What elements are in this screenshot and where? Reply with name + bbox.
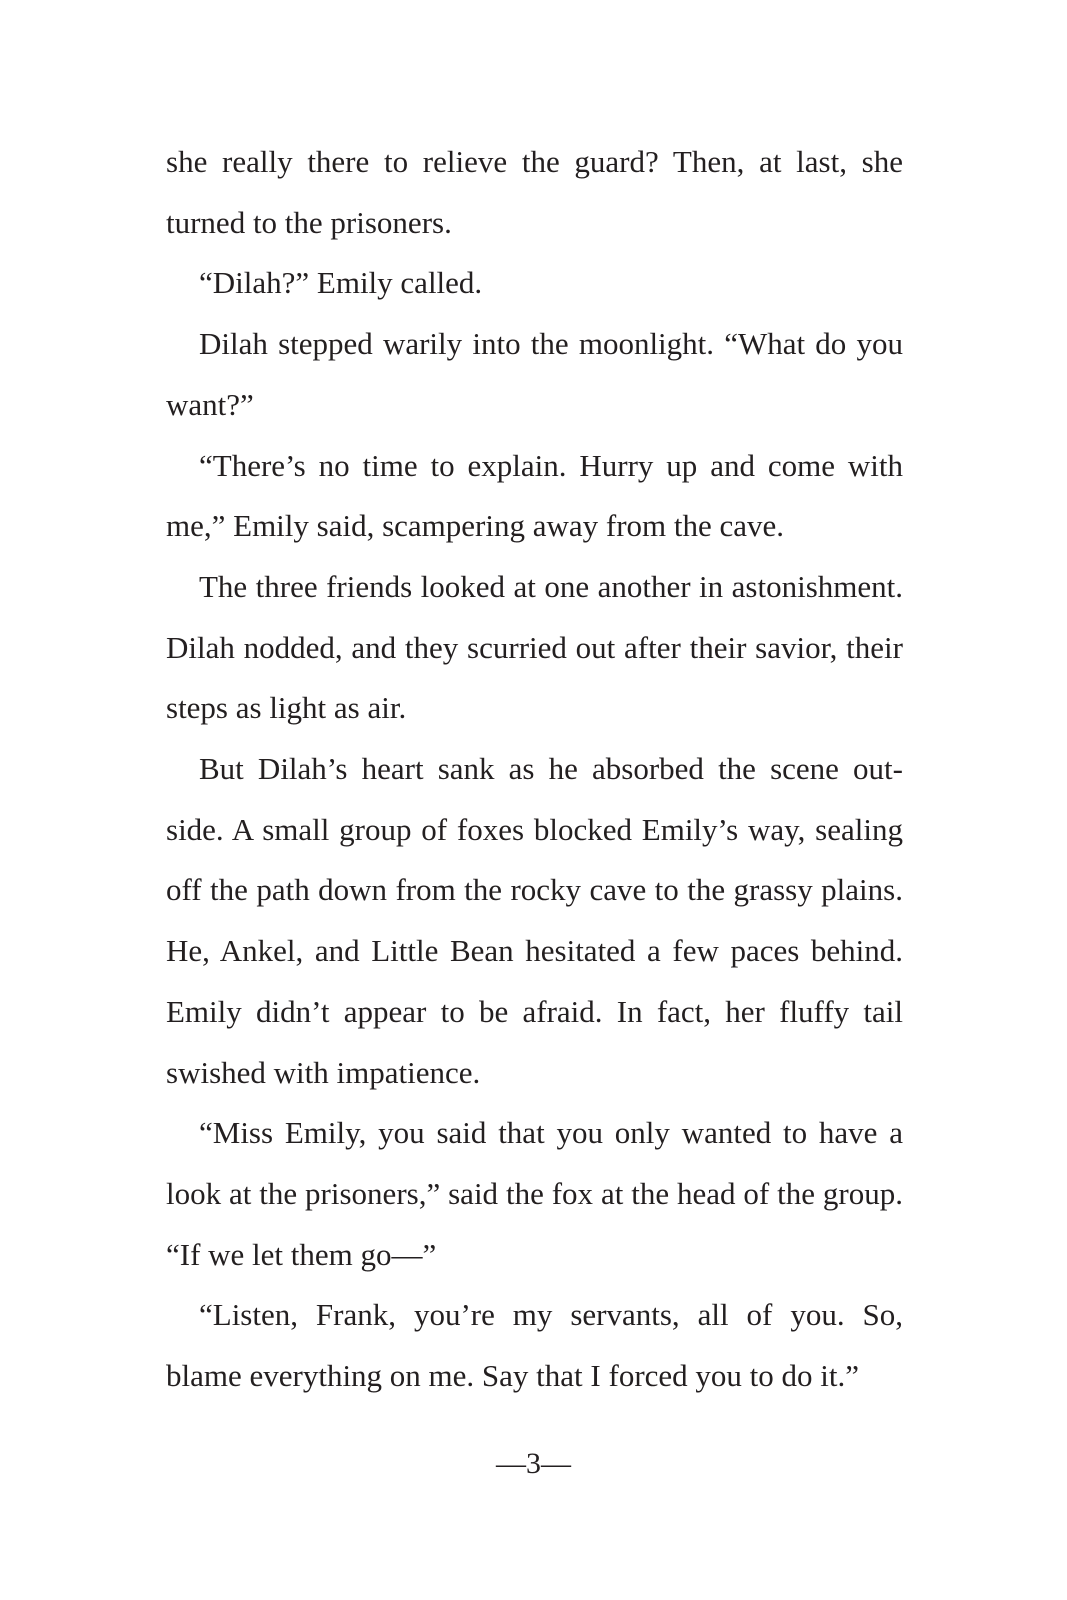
page-number: —3—	[496, 1447, 571, 1480]
paragraph-listen-frank: “Listen, Frank, you’re my servants, all of you. So, blame everything on me. Say that I forced you to do it.”	[166, 1297, 903, 1394]
paragraph-three-friends: The three friends looked at one another in astonishment. Dilah nodded, and they scurried out after their savior, their steps as light as air.	[166, 568, 903, 726]
paragraph-continuation: she really there to relieve the guard? Then, at last, she turned to the prisoners.	[166, 144, 903, 240]
paragraph-dilah-called: “Dilah?” Emily called.	[199, 265, 483, 301]
paragraph-moonlight: Dilah stepped warily into the moonlight. “What do you want?”	[166, 326, 903, 422]
paragraph-no-time: “There’s no time to explain. Hurry up and come with me,” Emily said, scampering away from the cave.	[166, 447, 903, 544]
body-text	[166, 132, 903, 1407]
paragraph-heart-sank: But Dilah’s heart sank as he absorbed the scene out-side. A small group of foxes blocked Emily’s way, sealing off the path down from the rocky cave to the grassy plains. He, Ankel, and Little Bean hesitated a few paces behind. Emily didn’t appear to be afraid. In fact, her fluffy tail swished with impatience.	[166, 751, 903, 1090]
paragraph-miss-emily: “Miss Emily, you said that you only wanted to have a look at the prisoners,” said the fox at the head of the group. “If we let them go—”	[166, 1115, 903, 1272]
